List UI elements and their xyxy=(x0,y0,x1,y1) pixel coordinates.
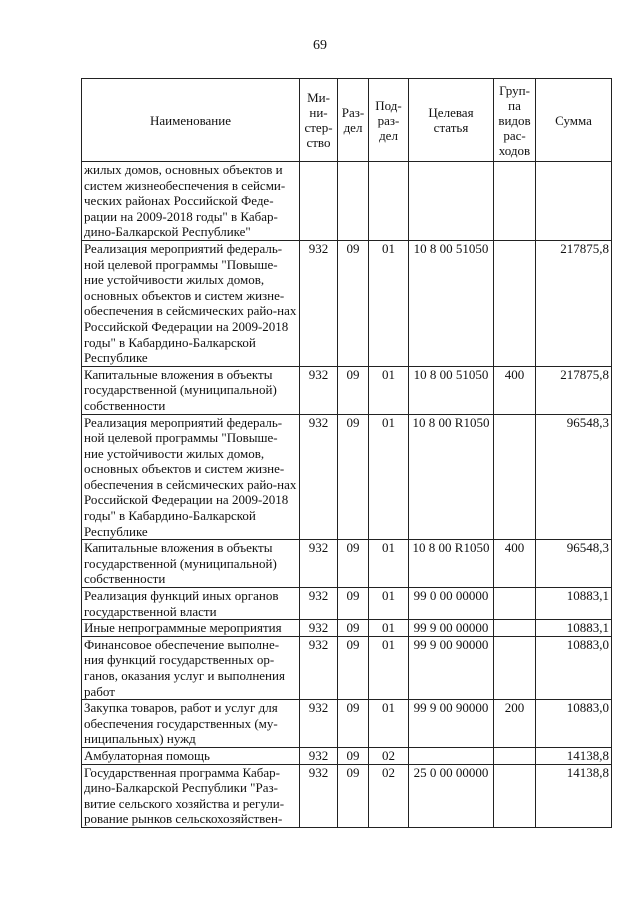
column-header-sum: Сумма xyxy=(536,79,612,162)
cell-target: 99 9 00 00000 xyxy=(409,620,494,637)
cell-group xyxy=(494,747,536,764)
cell-section: 09 xyxy=(338,540,369,588)
cell-subsection xyxy=(369,162,409,241)
table-row xyxy=(82,620,612,637)
cell-group xyxy=(494,162,536,241)
cell-ministry: 932 xyxy=(300,588,338,620)
cell-name: Амбулаторная помощь xyxy=(82,747,300,764)
cell-section: 09 xyxy=(338,588,369,620)
table-row xyxy=(82,540,612,588)
cell-ministry: 932 xyxy=(300,620,338,637)
cell-sum: 10883,0 xyxy=(536,700,612,748)
cell-name: Реализация мероприятий федераль-ной целевой программы "Повыше-ние устойчивости жилых домов, основных объектов и систем жизне-обеспечения в сейсмических райо-нах Российской Федерации на 2009-2018 годы" в Кабардино-Балкарской Республике xyxy=(82,414,300,540)
cell-section: 09 xyxy=(338,240,369,366)
cell-sum: 96548,3 xyxy=(536,540,612,588)
cell-name: жилых домов, основных объектов и систем жизнеобеспечения в сейсми-ческих районах Российской Феде-рации на 2009-2018 годы" в Кабар-дино-Балкарской Республике" xyxy=(82,162,300,241)
cell-ministry: 932 xyxy=(300,540,338,588)
column-header-group: Груп- па видов рас- ходов xyxy=(494,79,536,162)
cell-ministry: 932 xyxy=(300,366,338,414)
cell-name: Капитальные вложения в объекты государственной (муниципальной) собственности xyxy=(82,366,300,414)
cell-target: 25 0 00 00000 xyxy=(409,764,494,827)
table-row xyxy=(82,700,612,748)
cell-sum: 96548,3 xyxy=(536,414,612,540)
cell-section: 09 xyxy=(338,620,369,637)
cell-group xyxy=(494,240,536,366)
cell-section: 09 xyxy=(338,700,369,748)
cell-section: 09 xyxy=(338,636,369,699)
cell-section: 09 xyxy=(338,747,369,764)
column-header-ministry: Ми- ни- стер- ство xyxy=(300,79,338,162)
cell-ministry xyxy=(300,162,338,241)
cell-sum: 10883,0 xyxy=(536,636,612,699)
cell-ministry: 932 xyxy=(300,764,338,827)
cell-subsection: 01 xyxy=(369,414,409,540)
cell-subsection: 02 xyxy=(369,764,409,827)
table-row xyxy=(82,414,612,540)
cell-name: Реализация функций иных органов государственной власти xyxy=(82,588,300,620)
cell-section xyxy=(338,162,369,241)
cell-subsection: 01 xyxy=(369,588,409,620)
table-body xyxy=(82,162,612,828)
table-row xyxy=(82,366,612,414)
cell-sum: 14138,8 xyxy=(536,764,612,827)
cell-section: 09 xyxy=(338,366,369,414)
table-row xyxy=(82,588,612,620)
cell-sum: 10883,1 xyxy=(536,588,612,620)
cell-sum xyxy=(536,162,612,241)
cell-subsection: 01 xyxy=(369,636,409,699)
cell-subsection: 01 xyxy=(369,366,409,414)
column-header-target: Целевая статья xyxy=(409,79,494,162)
cell-target: 10 8 00 51050 xyxy=(409,366,494,414)
cell-group xyxy=(494,620,536,637)
cell-name: Иные непрограммные мероприятия xyxy=(82,620,300,637)
cell-group: 400 xyxy=(494,366,536,414)
cell-group xyxy=(494,588,536,620)
column-header-subsection: Под- раз- дел xyxy=(369,79,409,162)
budget-table xyxy=(81,78,612,828)
table-row xyxy=(82,636,612,699)
cell-group xyxy=(494,636,536,699)
cell-section: 09 xyxy=(338,414,369,540)
cell-target: 99 9 00 90000 xyxy=(409,700,494,748)
cell-sum: 10883,1 xyxy=(536,620,612,637)
cell-ministry: 932 xyxy=(300,240,338,366)
cell-sum: 217875,8 xyxy=(536,240,612,366)
page-number: 69 xyxy=(313,38,327,53)
cell-ministry: 932 xyxy=(300,700,338,748)
cell-group xyxy=(494,414,536,540)
cell-subsection: 01 xyxy=(369,700,409,748)
cell-group: 200 xyxy=(494,700,536,748)
table-header-row xyxy=(82,79,612,162)
cell-name: Реализация мероприятий федераль-ной целевой программы "Повыше-ние устойчивости жилых домов, основных объектов и систем жизне-обеспечения в сейсмических райо-нах Российской Федерации на 2009-2018 годы" в Кабардино-Балкарской Республике xyxy=(82,240,300,366)
cell-target: 10 8 00 R1050 xyxy=(409,414,494,540)
cell-target xyxy=(409,162,494,241)
cell-ministry: 932 xyxy=(300,636,338,699)
cell-name: Закупка товаров, работ и услуг для обеспечения государственных (му-ниципальных) нужд xyxy=(82,700,300,748)
cell-group: 400 xyxy=(494,540,536,588)
cell-subsection: 01 xyxy=(369,240,409,366)
column-header-name: Наименование xyxy=(82,79,300,162)
cell-subsection: 02 xyxy=(369,747,409,764)
cell-group xyxy=(494,764,536,827)
cell-subsection: 01 xyxy=(369,540,409,588)
table-row xyxy=(82,240,612,366)
cell-ministry: 932 xyxy=(300,747,338,764)
cell-name: Капитальные вложения в объекты государственной (муниципальной) собственности xyxy=(82,540,300,588)
cell-target: 99 9 00 90000 xyxy=(409,636,494,699)
cell-target: 10 8 00 R1050 xyxy=(409,540,494,588)
table-row xyxy=(82,747,612,764)
cell-target: 10 8 00 51050 xyxy=(409,240,494,366)
cell-target: 99 0 00 00000 xyxy=(409,588,494,620)
cell-sum: 14138,8 xyxy=(536,747,612,764)
cell-subsection: 01 xyxy=(369,620,409,637)
table-row xyxy=(82,764,612,827)
cell-target xyxy=(409,747,494,764)
cell-name: Государственная программа Кабар-дино-Балкарской Республики "Раз-витие сельского хозяйства и регули-рование рынков сельскохозяйствен- xyxy=(82,764,300,827)
column-header-section: Раз- дел xyxy=(338,79,369,162)
cell-ministry: 932 xyxy=(300,414,338,540)
table-row xyxy=(82,162,612,241)
cell-section: 09 xyxy=(338,764,369,827)
cell-name: Финансовое обеспечение выполне-ния функций государственных ор-ганов, оказания услуг и выполнения работ xyxy=(82,636,300,699)
cell-sum: 217875,8 xyxy=(536,366,612,414)
